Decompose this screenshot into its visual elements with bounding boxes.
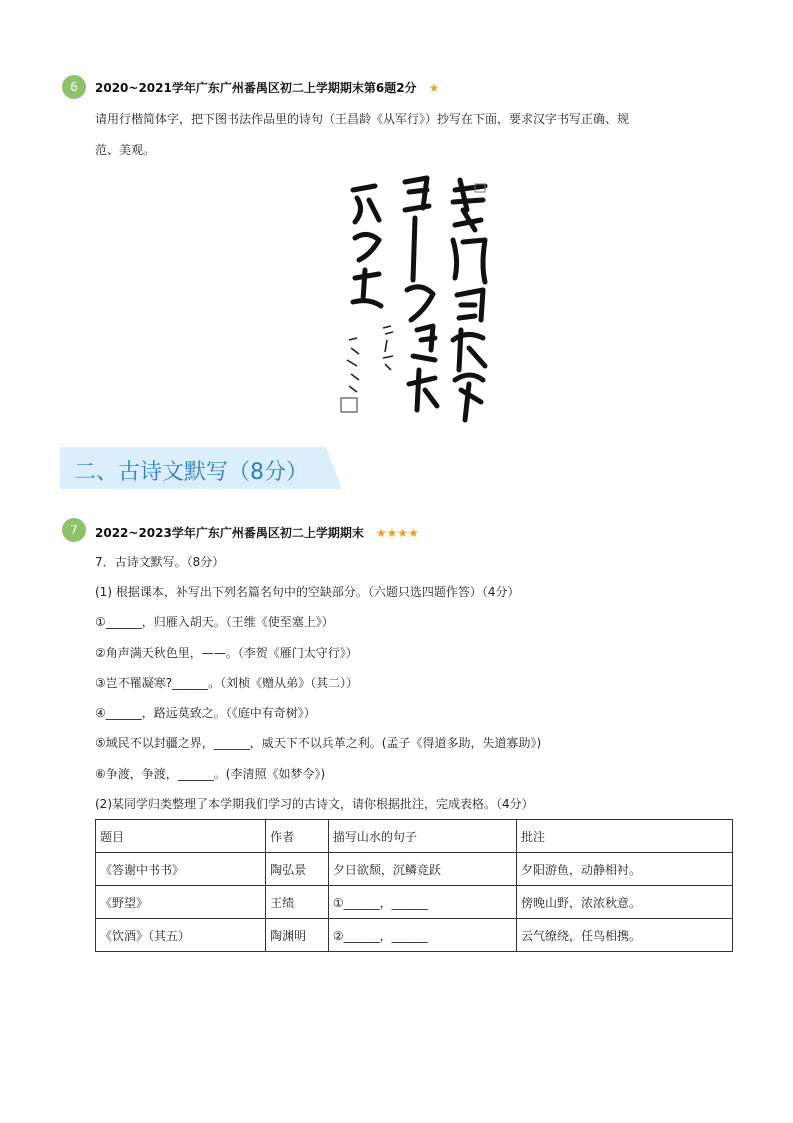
question-number-badge: 7	[62, 518, 86, 542]
table-header-cell: 题目	[96, 820, 266, 853]
section-title: 二、古诗文默写（8分）	[74, 460, 308, 485]
question-number-badge: 6	[62, 75, 86, 99]
question-6-prompt-line-2: 范、美观。	[95, 143, 156, 157]
table-header-cell: 作者	[266, 820, 329, 853]
table-cell: 夕日欲颓，沉鳞竞跃	[328, 853, 516, 886]
question-line: ②角声满天秋色里，——。（李贺《雁门太守行》）	[95, 646, 358, 660]
table-cell: 傍晚山野，浓浓秋意。	[517, 886, 733, 919]
question-source: 2022~2023学年广东广州番禺区初二上学期期末	[95, 526, 364, 540]
question-line: ④______，路远莫致之。（《庭中有奇树》）	[95, 706, 316, 720]
question-line: (1) 根据课本，补写出下列名篇名句中的空缺部分。（六题只选四题作答）（4分）	[95, 585, 520, 599]
question-line: 7．古诗文默写。（8分）	[95, 555, 225, 569]
question-source: 2020~2021学年广东广州番禺区初二上学期期末第6题2分	[95, 81, 417, 95]
table-row	[96, 886, 733, 919]
calligraphy-artwork-image	[335, 170, 495, 425]
question-line: ①______，归雁入胡天。（王维《使至塞上》）	[95, 615, 334, 629]
difficulty-stars: ★★★★	[375, 526, 419, 540]
table-cell: 云气缭绕，任鸟相携。	[517, 919, 733, 952]
question-line: (2)某同学归类整理了本学期我们学习的古诗文，请你根据批注，完成表格。（4分）	[95, 797, 534, 811]
poem-summary-table	[95, 819, 733, 952]
table-cell: ②______，______	[328, 919, 516, 952]
table-cell: ①______，______	[328, 886, 516, 919]
table-cell: 《饮酒》（其五）	[96, 919, 266, 952]
table-row	[96, 919, 733, 952]
table-cell: 陶渊明	[266, 919, 329, 952]
table-header-row	[96, 820, 733, 853]
table-cell: 《答谢中书书》	[96, 853, 266, 886]
table-cell: 陶弘景	[266, 853, 329, 886]
table-header-cell: 描写山水的句子	[328, 820, 516, 853]
table-header-cell: 批注	[517, 820, 733, 853]
table-cell: 《野望》	[96, 886, 266, 919]
question-line: ⑤域民不以封疆之界，______，威天下不以兵革之利。(孟子《得道多助，失道寡助》)	[95, 736, 542, 750]
table-cell: 夕阳游鱼，动静相衬。	[517, 853, 733, 886]
question-title	[95, 79, 439, 96]
question-line: ③岂不罹凝寒?______。（刘桢《赠从弟》（其二））	[95, 676, 359, 690]
question-title	[95, 524, 419, 541]
difficulty-stars: ★	[428, 81, 440, 95]
table-cell: 王绩	[266, 886, 329, 919]
question-line: ⑥争渡，争渡，______。(李清照《如梦令》)	[95, 767, 326, 781]
question-6-prompt-line-1: 请用行楷简体字，把下图书法作品里的诗句（王昌龄《从军行》）抄写在下面，要求汉字书写正确、规	[95, 112, 630, 126]
table-row	[96, 853, 733, 886]
